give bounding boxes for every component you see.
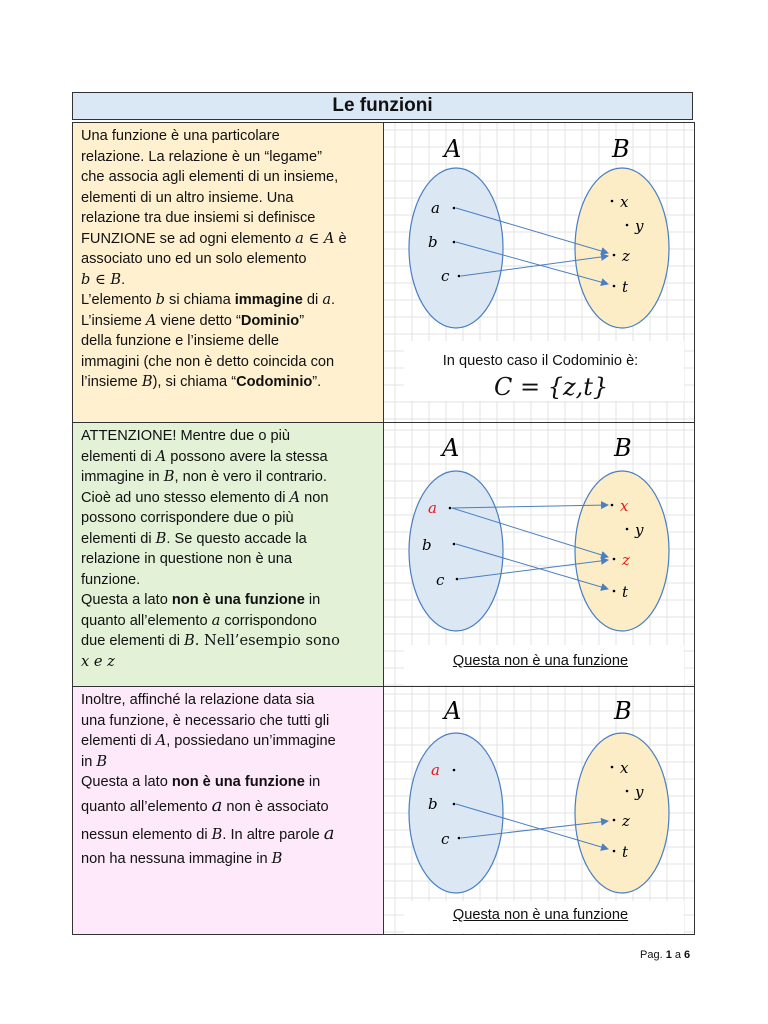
element-y: y	[635, 521, 644, 539]
warning-cell	[73, 423, 384, 687]
set-a-label: A	[442, 434, 460, 462]
element-t: t	[622, 843, 629, 861]
element-b: b	[422, 536, 432, 554]
element-c: c	[436, 571, 445, 589]
page-number: Pag. 1 a 6	[640, 949, 691, 961]
element-x: x	[620, 193, 629, 211]
element-x: x	[620, 497, 629, 515]
set-b-label: B	[614, 434, 632, 462]
codomain-formula: C = {z,t}	[494, 373, 609, 401]
element-z: z	[622, 551, 630, 569]
element-a: a	[431, 199, 440, 217]
diagram-cell-not-function-2	[384, 687, 695, 935]
table-row	[73, 423, 695, 687]
element-z: z	[622, 812, 630, 830]
image-requirement-text: Inoltre, affinché la relazione data sia una funzione, è necessario che tutti gli elementi di A, possiedano un’immagine in B Questa a lato non è una funzione in quanto all’elemento a non è associato nessun elemento di B. In altre parole a non ha nessuna immagine in B	[81, 692, 336, 867]
element-y: y	[635, 217, 644, 235]
element-t: t	[622, 278, 629, 296]
codomain-caption: In questo caso il Codominio è:	[442, 353, 639, 369]
element-a: a	[431, 761, 440, 779]
diagram-cell-not-function-1	[384, 423, 695, 687]
element-a: a	[428, 499, 437, 517]
element-b: b	[428, 795, 438, 813]
mapping-diagram-not-function-1	[384, 423, 695, 687]
not-function-caption: Questa non è una funzione	[452, 907, 629, 923]
set-b-label: B	[614, 697, 632, 725]
set-a-ellipse	[409, 168, 503, 328]
element-c: c	[441, 267, 450, 285]
element-c: c	[441, 830, 450, 848]
functions-table	[72, 122, 695, 935]
definition-text: Una funzione è una particolare relazione. La relazione è un “legame” che associa agli elementi di un insieme, elementi di un altro insieme. Una relazione tra due insiemi si definisce FUNZIONE se ad ogni elemento a ∈ A è associato uno ed un solo elemento b ∈ B. L’elemento b si chiama immagine di a. L’insieme A viene detto “Dominio” della funzione e l’insieme delle immagini (che non è detto coincida con l’insieme B), si chiama “Codominio”.	[81, 128, 347, 390]
set-a-label: A	[444, 135, 462, 163]
page-title: Le funzioni	[72, 92, 693, 120]
set-a-label: A	[444, 697, 462, 725]
not-function-caption: Questa non è una funzione	[452, 653, 629, 669]
definition-cell	[73, 123, 384, 423]
mapping-diagram-not-function-2	[384, 687, 695, 935]
element-b: b	[428, 233, 438, 251]
image-requirement-cell	[73, 687, 384, 935]
element-z: z	[622, 247, 630, 265]
diagram-cell-function	[384, 123, 695, 423]
set-a-ellipse	[409, 733, 503, 893]
warning-text: ATTENZIONE! Mentre due o più elementi di A possono avere la stessa immagine in B, non è vero il contrario. Cioè ad uno stesso elemento di A non possono corrispondere due o più elementi di B. Se questo accade la relazione in questione non è una funzione. Questa a lato non è una funzione in quanto all’elemento a corrispondono due elementi di B. Nell’esempio sono x e z	[81, 428, 340, 670]
element-t: t	[622, 583, 629, 601]
table-row	[73, 687, 695, 935]
element-x: x	[620, 759, 629, 777]
table-row	[73, 123, 695, 423]
set-b-label: B	[612, 135, 630, 163]
element-y: y	[635, 783, 644, 801]
